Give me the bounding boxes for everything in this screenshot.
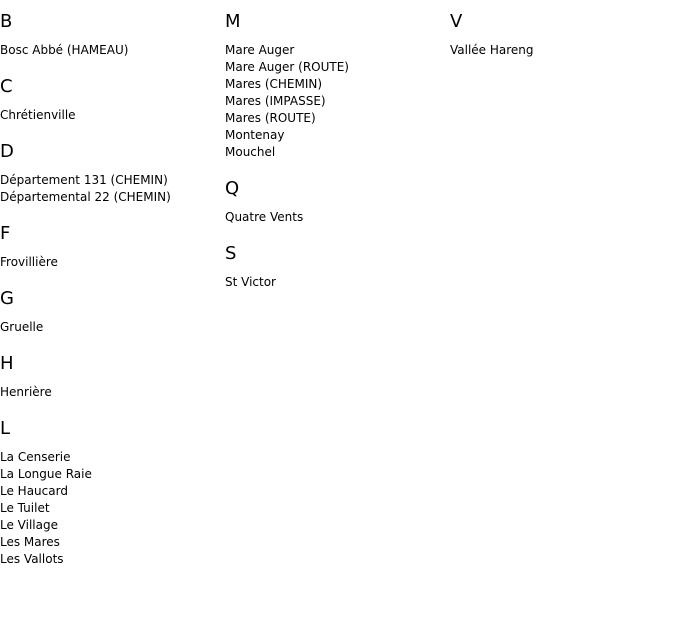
street-item[interactable]: Les Mares — [0, 535, 60, 549]
letter-heading: M — [225, 11, 241, 32]
index-column-2 — [225, 0, 450, 308]
street-item[interactable]: Mares (CHEMIN) — [225, 77, 323, 91]
letter-group-c — [0, 76, 225, 124]
street-item[interactable]: La Censerie — [0, 450, 71, 464]
letter-group-b — [0, 11, 225, 59]
street-item[interactable]: Le Village — [0, 518, 58, 532]
street-item[interactable]: Quatre Vents — [225, 210, 304, 224]
street-item[interactable]: Chrétienville — [0, 108, 76, 122]
letter-heading: B — [0, 11, 13, 32]
street-item[interactable]: Le Tuilet — [0, 501, 50, 515]
street-item[interactable]: Gruelle — [0, 320, 44, 334]
letter-group-f — [0, 223, 225, 271]
letter-group-d — [0, 141, 225, 206]
letter-heading: H — [0, 353, 14, 374]
street-item[interactable]: St Victor — [225, 275, 276, 289]
street-item[interactable]: Mouchel — [225, 145, 276, 159]
letter-group-s — [225, 243, 450, 291]
letter-heading: Q — [225, 178, 240, 199]
letter-group-l — [0, 418, 225, 568]
street-item[interactable]: Départemental 22 (CHEMIN) — [0, 190, 171, 204]
street-item[interactable]: La Longue Raie — [0, 467, 92, 481]
letter-heading: S — [225, 243, 237, 264]
letter-heading: F — [0, 223, 11, 244]
letter-heading: D — [0, 141, 14, 162]
letter-group-g — [0, 288, 225, 336]
letter-heading: V — [450, 11, 463, 32]
index-column-3 — [450, 0, 675, 76]
street-item[interactable]: Montenay — [225, 128, 285, 142]
street-item[interactable]: Les Vallots — [0, 552, 64, 566]
street-item[interactable]: Mare Auger (ROUTE) — [225, 60, 349, 74]
letter-group-v — [450, 11, 675, 59]
street-item[interactable]: Mares (IMPASSE) — [225, 94, 326, 108]
letter-heading: G — [0, 288, 14, 309]
street-item[interactable]: Vallée Hareng — [450, 43, 534, 57]
street-item[interactable]: Le Haucard — [0, 484, 68, 498]
letter-heading: L — [0, 418, 11, 439]
street-item[interactable]: Mare Auger — [225, 43, 295, 57]
letter-group-m — [225, 11, 450, 161]
index-column-1 — [0, 0, 225, 585]
letter-group-q — [225, 178, 450, 226]
street-item[interactable]: Bosc Abbé (HAMEAU) — [0, 43, 129, 57]
street-item[interactable]: Frovillière — [0, 255, 58, 269]
street-item[interactable]: Mares (ROUTE) — [225, 111, 316, 125]
street-item[interactable]: Henrière — [0, 385, 52, 399]
letter-heading: C — [0, 76, 13, 97]
letter-group-h — [0, 353, 225, 401]
street-item[interactable]: Département 131 (CHEMIN) — [0, 173, 168, 187]
